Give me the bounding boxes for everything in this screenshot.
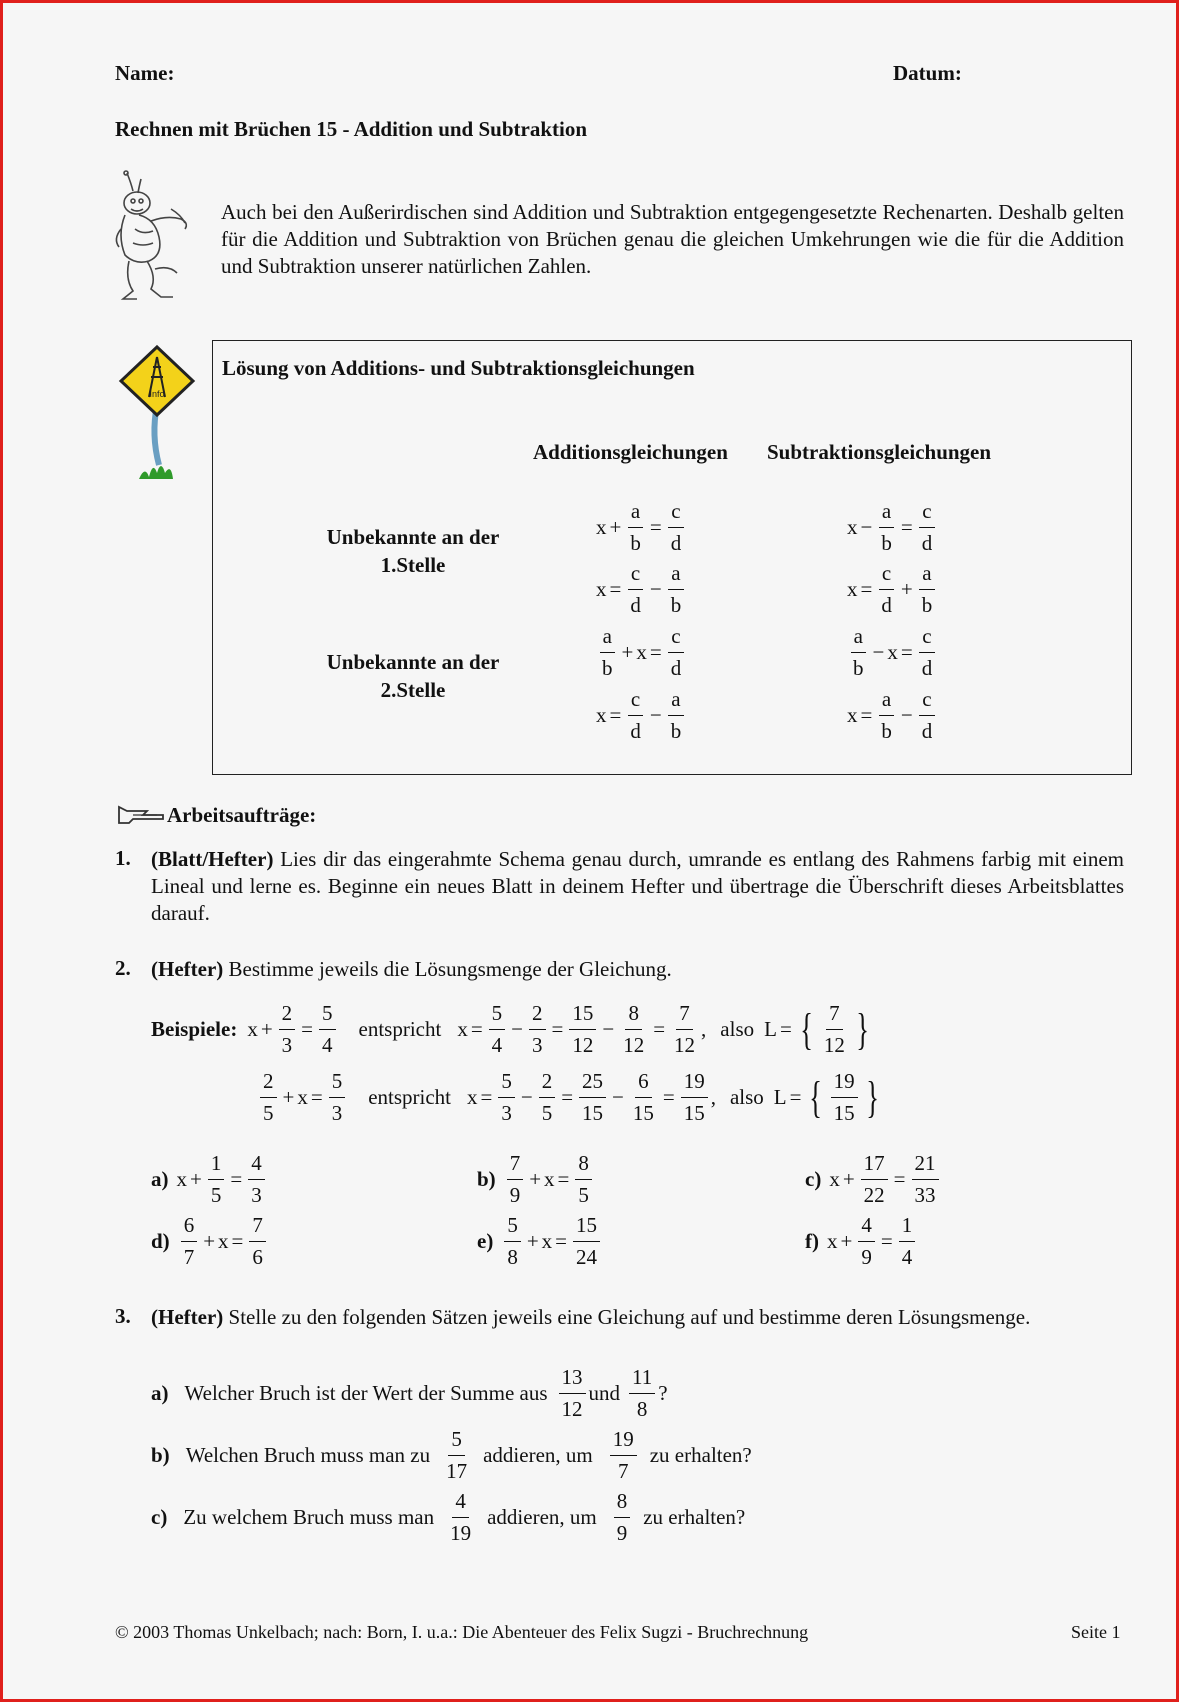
task3-a: a) Welcher Bruch ist der Wert der Summe aus 13 12 und 11 8 ? [151, 1365, 668, 1421]
task1-text: (Blatt/Hefter) Lies dir das eingerahmte Schema genau durch, umrande es entlang des Rahmens farbig mit einem Lineal und lerne es. Beginne ein neues Blatt in deinem Hefter und übertrage die Überschrift dieses Arbeitsblattes darauf. [151, 847, 1124, 925]
add-eq-4: x = $\frac{c}{d}$ − $\frac{a}{b}$ [596, 689, 687, 742]
name-label: Name: [115, 61, 175, 85]
task3-number: 3. [115, 1304, 131, 1328]
sub-eq-2: x = $\frac{c}{d}$ + $\frac{a}{b}$ [847, 563, 938, 616]
info-box [212, 340, 1132, 775]
infobox-title: Lösung von Additions- und Subtraktionsgleichungen [222, 356, 695, 380]
task2-number: 2. [115, 956, 131, 980]
exercise-b: b) 7 9 + x = $\frac{8}{5}$ [477, 1153, 595, 1206]
add-eq-2: x = $\frac{c}{d}$ − $\frac{a}{b}$ [596, 563, 687, 616]
task3-b: b) Welchen Bruch muss man zu 5 17 addieren, um 19 7 zu erhalten? [151, 1427, 752, 1483]
date-label: Datum: [893, 61, 962, 85]
exercise-c: c) x + $\frac{17}{22}$ = $\frac{21}{33}$ [805, 1153, 942, 1206]
task2-text: (Hefter) Bestimme jeweils die Lösungsmenge der Gleichung. [151, 957, 672, 981]
sub-eq-3: a b − x = $\frac{c}{d}$ [847, 626, 938, 679]
exercise-a: a) x + $\frac{1}{5}$ = $\frac{4}{3}$ [151, 1153, 268, 1206]
task1-number: 1. [115, 846, 131, 870]
row1-label: Unbekannte an der 1.Stelle [326, 525, 500, 577]
exercise-e: e) 5 8 + x = $\frac{15}{24}$ [477, 1215, 603, 1268]
task3-c: c) Zu welchem Bruch muss man 4 19 addieren, um 8 9 zu erhalten? [151, 1489, 746, 1545]
info-sign-icon [117, 343, 197, 483]
page-title: Rechnen mit Brüchen 15 - Addition und Subtraktion [115, 117, 588, 141]
task3-text: (Hefter) Stelle zu den folgenden Sätzen jeweils eine Gleichung auf und bestimme deren Lösungsmenge. [151, 1305, 1031, 1329]
example-2: 2 5 + x = $\frac{5}{3}$ entspricht x = $\frac{5}{3}$ − $\frac{2}{5}$ = $\frac{25}{15}$ − $\frac{6}{15}$ = $\frac{19}{15}$ , also L = { 19 15 } [257, 1071, 884, 1124]
add-eq-3: a b + x = $\frac{c}{d}$ [596, 626, 687, 679]
row2-label: Unbekannte an der 2.Stelle [326, 650, 500, 702]
sub-eq-1: x − $\frac{a}{b}$ = $\frac{c}{d}$ [847, 501, 938, 554]
col-add-header: Additionsgleichungen [533, 440, 728, 464]
footer-copyright: © 2003 Thomas Unkelbach; nach: Born, I. u.a.: Die Abenteuer des Felix Sugzi - Bruchrechnung [115, 1622, 809, 1642]
footer-page-number: Seite 1 [1071, 1622, 1121, 1642]
tasks-heading: Arbeitsaufträge: [167, 803, 317, 827]
svg-text:Info: Info [149, 389, 165, 399]
col-sub-header: Subtraktionsgleichungen [767, 440, 992, 464]
exercise-f: f) x + $\frac{4}{9}$ = $\frac{1}{4}$ [805, 1215, 918, 1268]
sub-eq-4: x = $\frac{a}{b}$ − $\frac{c}{d}$ [847, 689, 938, 742]
exercise-d: d) 6 7 + x = $\frac{7}{6}$ [151, 1215, 269, 1268]
example-1: Beispiele: x + $\frac{2}{3}$ = $\frac{5}{4}$ entspricht x = $\frac{5}{4}$ − $\frac{2}{3}$ = $\frac{15}{12}$ − $\frac{8}{12}$ = $\frac{7}{12}$ , also L = { 7 12 } [151, 1001, 869, 1057]
intro-text: Auch bei den Außerirdischen sind Addition und Subtraktion entgegengesetzte Rechenarten. Deshalb gelten für die Addition und Subtraktion von Brüchen genau die gleichen Umkehrungen wie die für die Addition und Subtraktion unserer natürlichen Zahlen. [221, 200, 1124, 278]
pointing-hand-icon [115, 803, 167, 827]
add-eq-1: x + $\frac{a}{b}$ = $\frac{c}{d}$ [596, 501, 687, 554]
alien-illustration [111, 169, 201, 311]
